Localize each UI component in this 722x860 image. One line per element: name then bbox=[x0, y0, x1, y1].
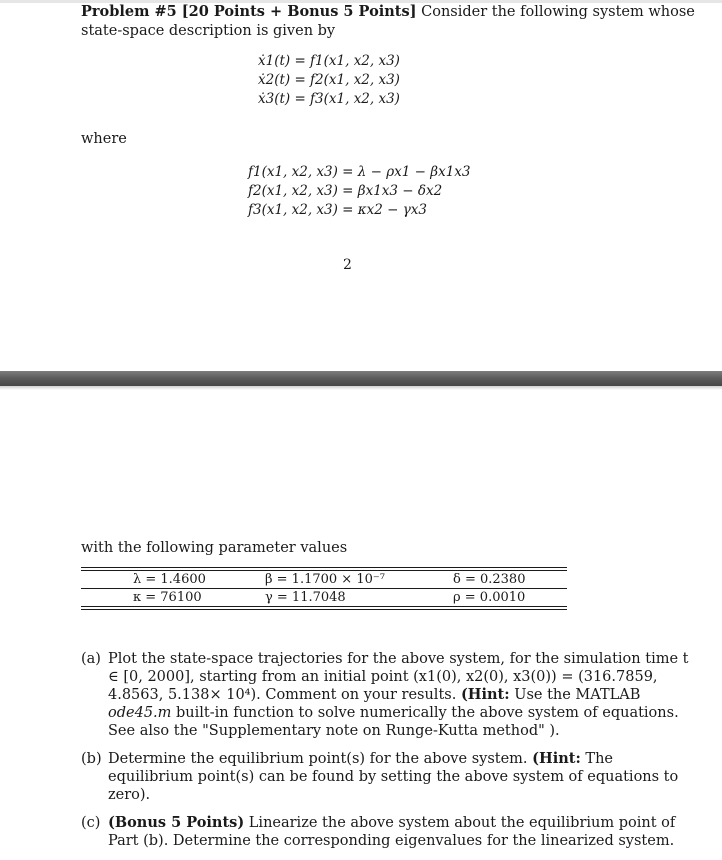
state-eq-1: ẋ1(t) = f1(x1, x2, x3) bbox=[258, 53, 400, 69]
part-a-label: (a) bbox=[81, 651, 101, 667]
state-eq-3: ẋ3(t) = f3(x1, x2, x3) bbox=[258, 91, 400, 107]
function-equations bbox=[248, 163, 470, 220]
state-equations bbox=[258, 52, 400, 109]
func-eq-2: f2(x1, x2, x3) = βx1x3 − δx2 bbox=[248, 183, 443, 199]
page-break-shadow bbox=[0, 386, 722, 390]
part-b-text: Determine the equilibrium point(s) for the above system. (Hint: The equilibrium point(s) can be found by setting the above system of equations to zero). bbox=[108, 750, 679, 803]
param-delta: δ = 0.2380 bbox=[453, 572, 526, 587]
parameter-table bbox=[81, 567, 567, 610]
problem-heading bbox=[81, 2, 701, 41]
param-gamma: γ = 11.7048 bbox=[265, 590, 346, 605]
state-eq-2: ẋ2(t) = f2(x1, x2, x3) bbox=[258, 72, 400, 88]
part-c bbox=[81, 814, 701, 850]
part-b bbox=[81, 750, 701, 804]
part-a-text: Plot the state-space trajectories for the above system, for the simulation time t ∈ [0, 2000], starting from an initial point (x1(0), x2(0), x3(0)) = (316.7859, 4.8563, 5.138× 10⁴). Comment on your results. (Hint: Use the MATLAB ode45.m built-in function to solve numerically the above system of equations. See also the "Supplementary note on Runge-Kutta method" ). bbox=[108, 651, 689, 739]
table-row bbox=[81, 589, 567, 606]
bonus-label: (Bonus 5 Points) bbox=[108, 814, 245, 831]
question-parts bbox=[81, 650, 701, 860]
where-label: where bbox=[81, 131, 127, 147]
param-beta: β = 1.1700 × 10⁻⁷ bbox=[265, 572, 385, 587]
code-filename: ode45.m bbox=[108, 705, 172, 721]
problem-intro: Consider the following system whose state-space description is given by bbox=[81, 4, 695, 39]
problem-label: Problem #5 [20 Points + Bonus 5 Points] bbox=[81, 3, 417, 20]
page-number: 2 bbox=[343, 257, 352, 273]
table-bottom-rule bbox=[81, 606, 567, 610]
param-lambda: λ = 1.4600 bbox=[133, 572, 206, 587]
func-eq-1: f1(x1, x2, x3) = λ − ρx1 − βx1x3 bbox=[248, 164, 471, 180]
part-c-label: (c) bbox=[81, 815, 101, 831]
page-break-divider bbox=[0, 371, 722, 386]
param-rho: ρ = 0.0010 bbox=[453, 590, 526, 605]
part-c-text: (Bonus 5 Points) Linearize the above system about the equilibrium point of Part (b). Determine the corresponding eigenvalues for the linearized system. bbox=[108, 814, 676, 849]
part-a bbox=[81, 650, 701, 740]
params-intro: with the following parameter values bbox=[81, 540, 348, 556]
func-eq-3: f3(x1, x2, x3) = κx2 − γx3 bbox=[248, 202, 428, 218]
part-b-label: (b) bbox=[81, 751, 102, 767]
table-row bbox=[81, 571, 567, 588]
param-kappa: κ = 76100 bbox=[133, 590, 202, 605]
